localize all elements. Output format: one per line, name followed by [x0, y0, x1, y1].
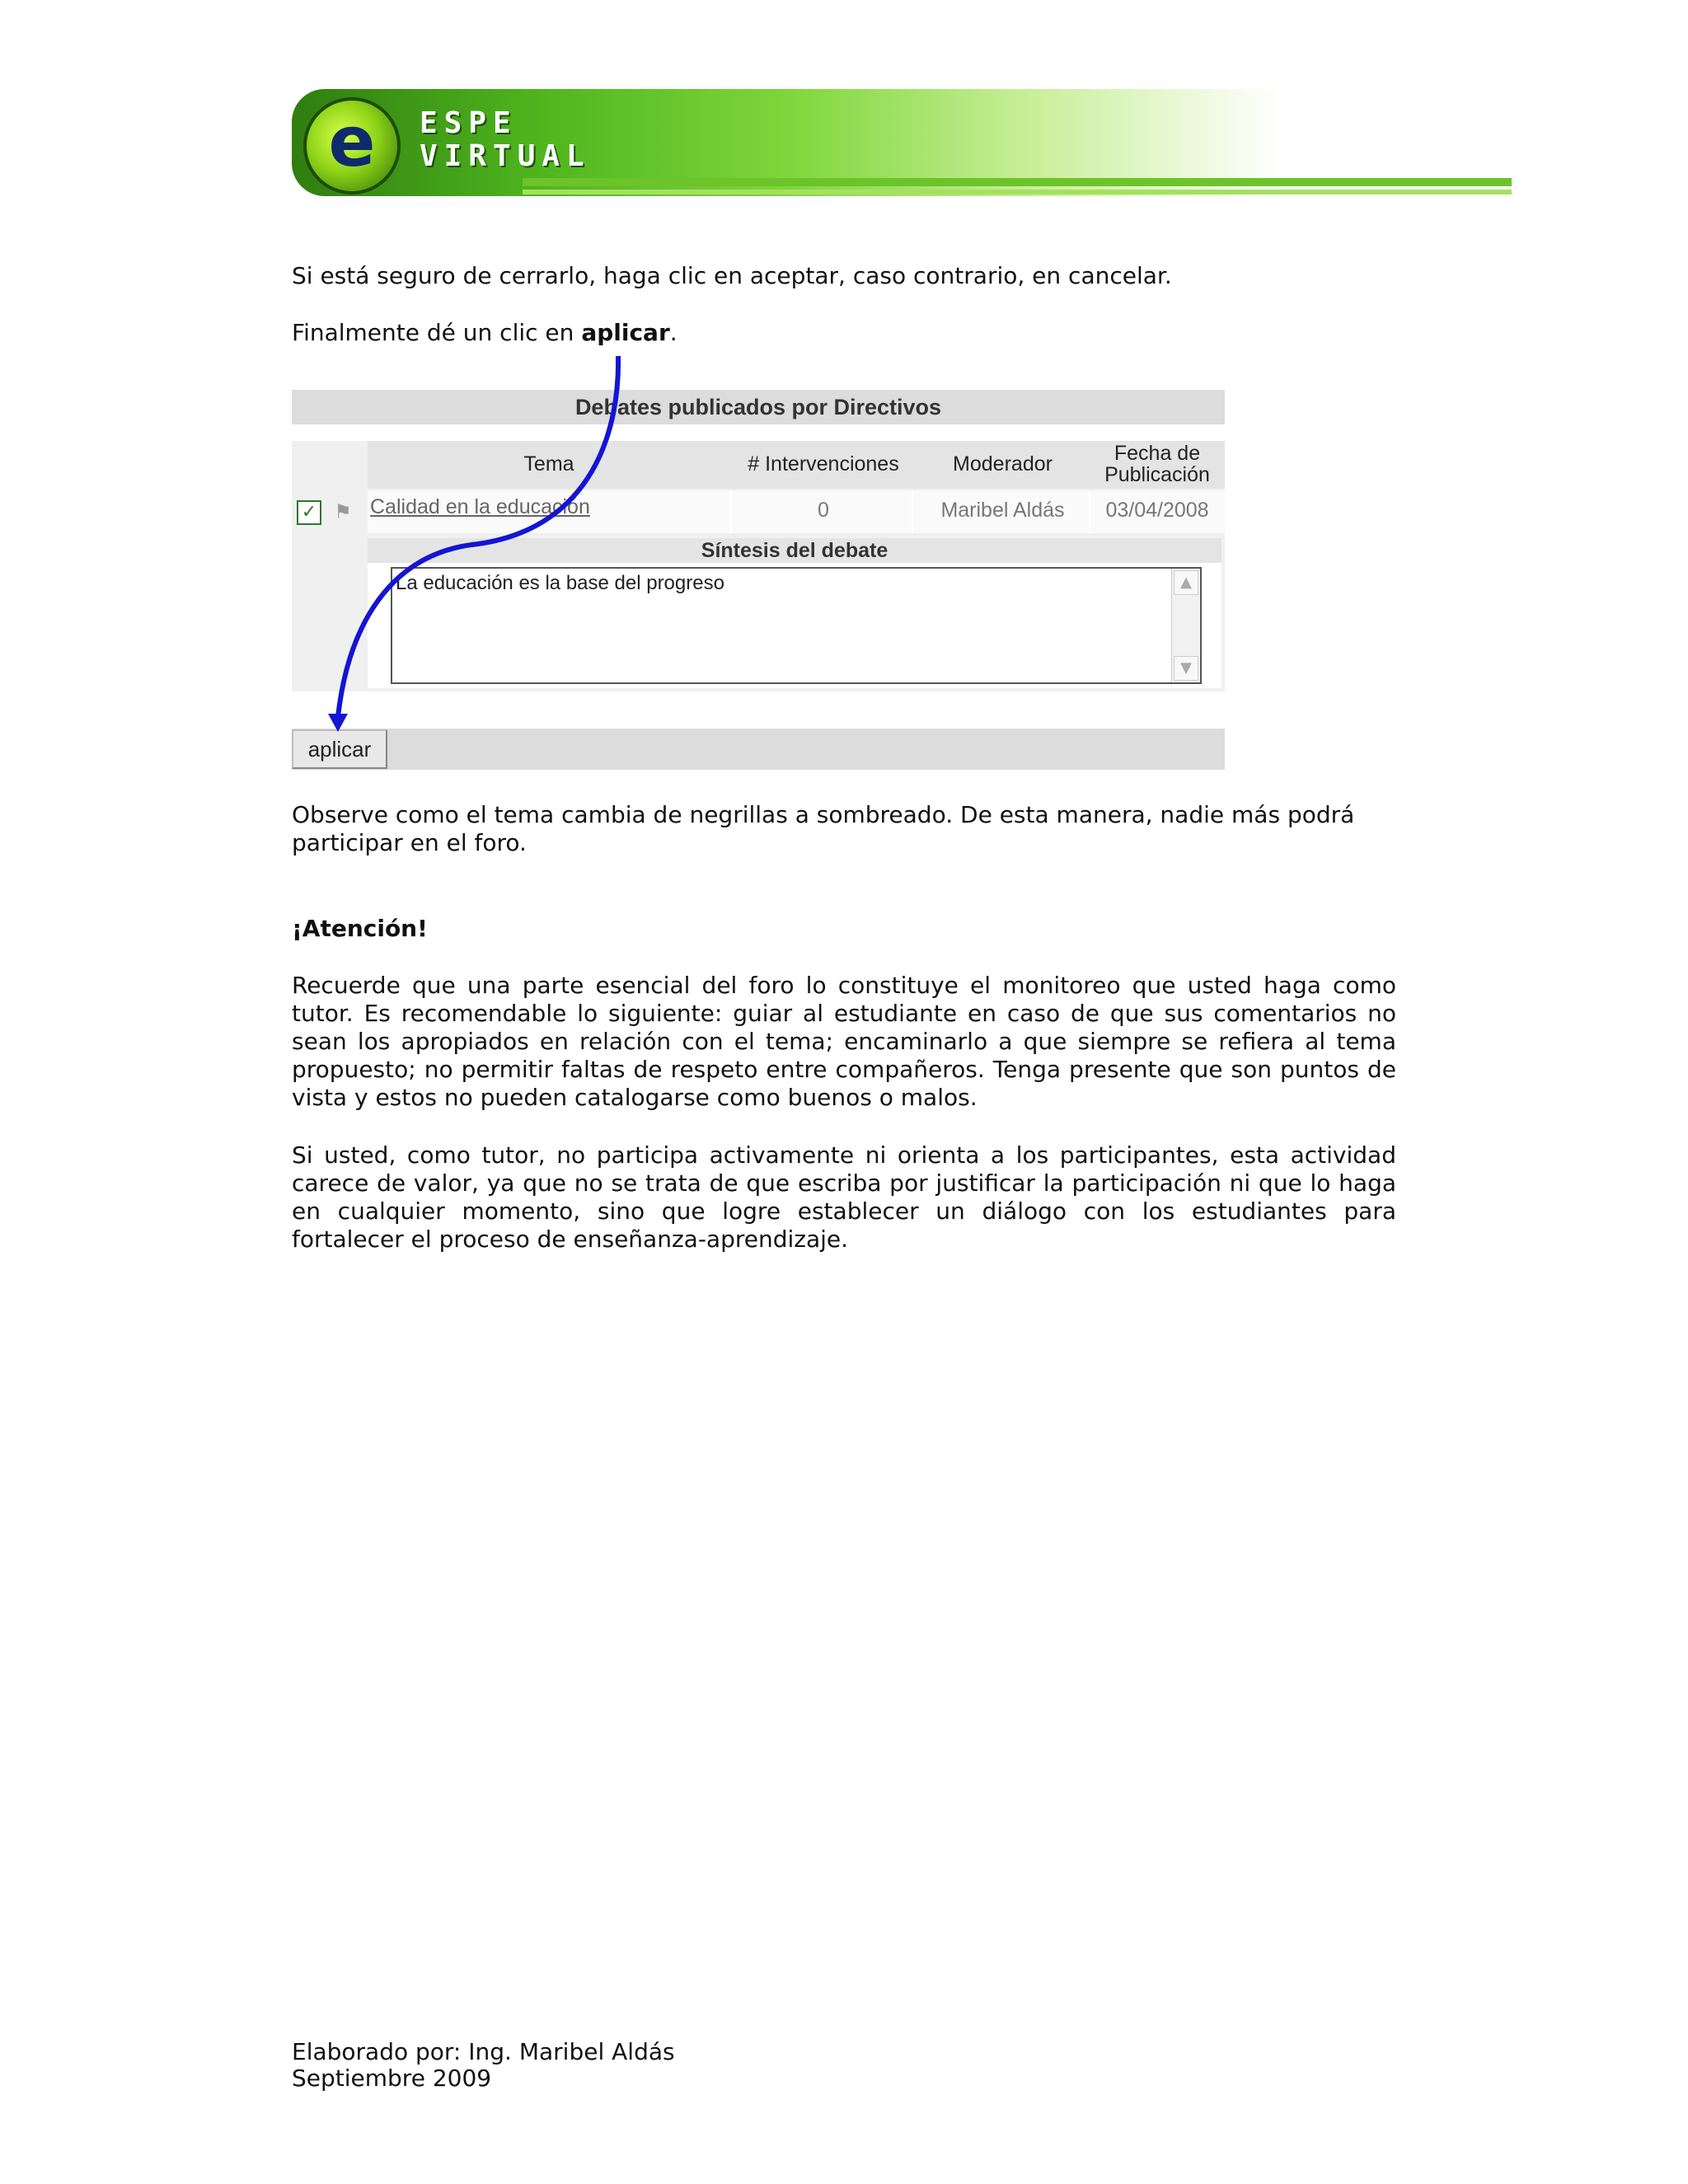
synthesis-label: Síntesis del debate — [701, 539, 889, 562]
column-header-moderador: Moderador — [953, 452, 1053, 476]
paragraph-apply — [292, 319, 1396, 347]
synthesis-header — [368, 538, 1221, 563]
paragraph-apply-suffix: . — [669, 319, 678, 346]
flag-icon: ⚑ — [334, 500, 352, 523]
table-title: Debates publicados por Directivos — [574, 395, 942, 419]
banner-stripe — [523, 178, 1512, 186]
synthesis-textarea[interactable] — [391, 567, 1202, 684]
paragraph-confirm: Si está seguro de cerrarlo, haga clic en aceptar, caso contrario, en cancelar. — [292, 262, 1172, 289]
brand-line-1: ESPE — [420, 106, 518, 140]
paragraph-observe: Observe como el tema cambia de negrillas a sombreado. De esta manera, nadie más podrá participar en el foro. — [292, 801, 1355, 856]
date-value: 03/04/2008 — [1105, 499, 1209, 522]
synthesis-text: La educación es la base del progreso — [396, 572, 724, 594]
banner-stripe-thin — [523, 190, 1512, 194]
apply-button[interactable]: aplicar — [292, 729, 387, 769]
paragraph-participation: Si usted, como tutor, no participa activamente ni orienta a los participantes, esta actividad carece de valor, ya que no se trata de que escriba por justificar la participación ni que lo haga en cualquier momento, sino que logre establecer un diálogo con los estudiantes para fortalecer el proceso de enseñanza-aprendizaje. — [292, 1141, 1396, 1253]
column-header-intervenciones: # Intervenciones — [748, 452, 899, 476]
scrollbar[interactable] — [1171, 569, 1200, 682]
row-checkbox[interactable]: ✓ — [297, 500, 321, 525]
topic-link[interactable]: Calidad en la educación — [370, 495, 590, 518]
moderator-value: Maribel Aldás — [940, 499, 1065, 522]
paragraph-apply-prefix: Finalmente dé un clic en — [292, 319, 582, 346]
column-header-tema: Tema — [523, 452, 574, 476]
interventions-value: 0 — [818, 499, 829, 522]
table-title-bar — [292, 390, 1225, 424]
cell-divider — [912, 490, 913, 533]
attention-heading: ¡Atención! — [292, 915, 428, 942]
espe-logo-icon: e — [303, 97, 401, 194]
forum-screenshot — [292, 390, 1225, 771]
cell-divider — [1089, 490, 1090, 533]
paragraph-apply-bold: aplicar — [581, 319, 670, 346]
brand-text — [420, 107, 591, 173]
cell-divider — [730, 490, 732, 533]
header-banner — [292, 89, 1281, 196]
footer-date: Septiembre 2009 — [292, 2064, 492, 2092]
scroll-up-icon[interactable]: ▲ — [1174, 570, 1198, 595]
brand-line-2: VIRTUAL — [420, 139, 591, 173]
paragraph-monitoring: Recuerde que una parte esencial del foro lo constituye el monitoreo que usted haga como tutor. Es recomendable lo siguiente: guiar al estudiante en caso de que sus comentarios no sean los apropiados en relación con el tema; encaminarlo a que siempre se refiera al tema propuesto; no permitir faltas de respeto entre compañeros. Tenga presente que son puntos de vista y estos no pueden catalogarse como buenos o malos. — [292, 972, 1396, 1111]
apply-bar — [292, 729, 1225, 770]
scroll-down-icon[interactable]: ▼ — [1174, 656, 1198, 681]
footer-author: Elaborado por: Ing. Maribel Aldás — [292, 2038, 675, 2065]
column-header-fecha: Fecha de Publicación — [1104, 442, 1210, 486]
footer — [292, 2039, 1396, 2092]
